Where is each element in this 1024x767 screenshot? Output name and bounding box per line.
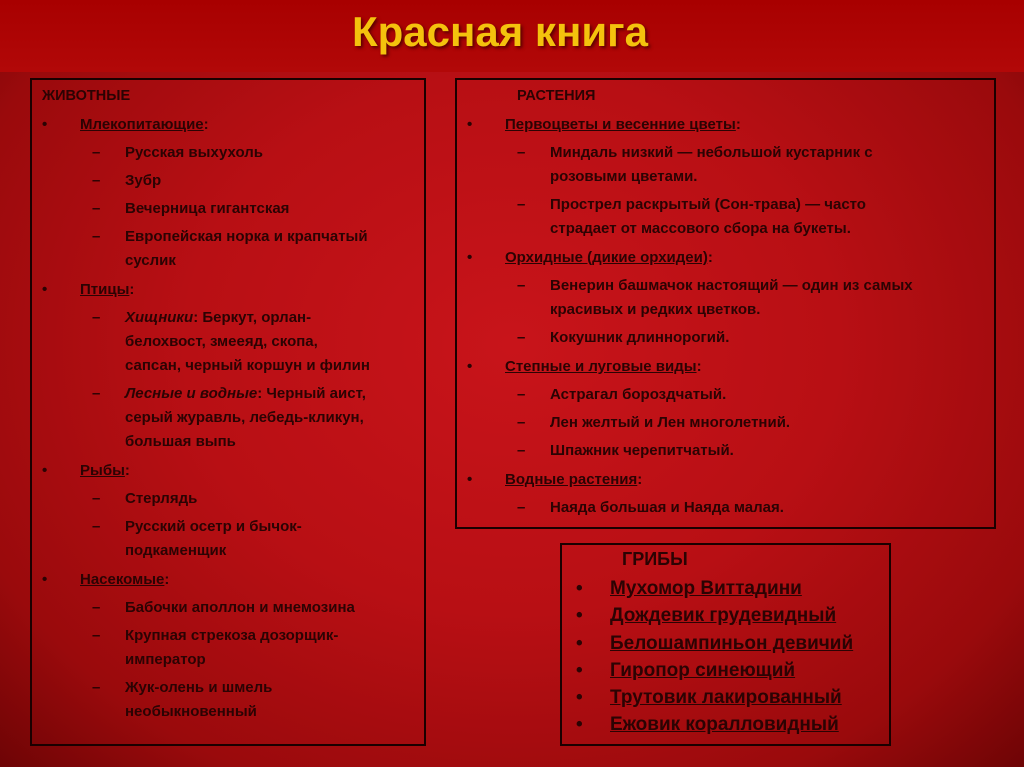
list-item: [80, 624, 412, 672]
item-text: Шпажник черепитчатый.: [550, 442, 734, 459]
fungi-item: [568, 711, 853, 738]
bullet-icon: •: [42, 116, 48, 133]
item-text: Прострел раскрытый (Сон-трава) — часто страдает от массового сбора на букеты.: [550, 196, 866, 237]
animals-list: [32, 108, 412, 724]
item-text: Бабочки аполлон и мнемозина: [125, 599, 355, 616]
fungi-label: Ежовик коралловидный: [610, 714, 839, 736]
dash-icon: –: [92, 172, 101, 189]
bullet-icon: •: [576, 605, 583, 627]
dash-icon: –: [517, 277, 526, 294]
category-colon: :: [124, 462, 130, 479]
dash-icon: –: [517, 499, 526, 516]
item-text: Жук-олень и шмель необыкновенный: [125, 679, 273, 720]
category-item: [32, 459, 412, 563]
item-text: Наяда большая и Наяда малая.: [550, 499, 784, 516]
animals-panel: [30, 78, 426, 746]
subitem-list: [80, 141, 412, 273]
list-item: [505, 411, 987, 435]
bullet-icon: •: [467, 249, 473, 266]
item-text: Кокушник длиннорогий.: [550, 329, 730, 346]
fungi-label: Белошампиньон девичий: [610, 632, 854, 654]
item-prefix: Хищники: [125, 309, 194, 326]
fungi-item: [568, 630, 853, 657]
category-label: Птицы: [80, 281, 130, 298]
category-colon: :: [637, 471, 643, 488]
category-label: Первоцветы и весенние цветы: [505, 116, 736, 133]
category-colon: :: [203, 116, 209, 133]
fungi-heading: ГРИБЫ: [622, 549, 688, 569]
subitem-list: [505, 383, 987, 463]
dash-icon: –: [92, 200, 101, 217]
item-text: Крупная стрекоза дозорщик- император: [125, 627, 339, 668]
subitem-list: [505, 141, 987, 241]
list-item: [80, 169, 412, 193]
fungi-panel: [560, 543, 891, 746]
item-text: Лен желтый и Лен многолетний.: [550, 414, 791, 431]
category-label: Млекопитающие: [80, 116, 204, 133]
dash-icon: –: [92, 518, 101, 535]
category-label: Рыбы: [80, 462, 125, 479]
item-text: : Беркут, орлан- белохвост, змееяд, скопа, сапсан, черный коршун и филин: [125, 309, 370, 374]
fungi-label: Мухомор Виттадини: [610, 578, 802, 599]
list-item: [80, 306, 412, 378]
bullet-icon: •: [467, 358, 473, 375]
category-item: [32, 568, 412, 724]
fungi-item: [568, 684, 853, 711]
dash-icon: –: [92, 679, 101, 696]
list-item: [80, 487, 412, 511]
category-colon: :: [735, 116, 741, 133]
list-item: [80, 197, 412, 221]
dash-icon: –: [92, 627, 101, 644]
category-item: [457, 113, 987, 241]
item-text: Зубр: [125, 172, 162, 189]
item-text: Русский осетр и бычок- подкаменщик: [125, 518, 302, 559]
dash-icon: –: [92, 228, 101, 245]
fungi-item: [568, 575, 853, 602]
item-text: : Черный аист, серый журавль, лебедь-кликун, большая выпь: [125, 385, 366, 450]
subitem-list: [80, 306, 412, 454]
category-item: [457, 468, 987, 520]
dash-icon: –: [92, 599, 101, 616]
list-item: [505, 326, 987, 350]
list-item: [80, 225, 412, 273]
bullet-icon: •: [467, 471, 473, 488]
category-colon: :: [696, 358, 702, 375]
item-text: Венерин башмачок настоящий — один из самых красивых и редких цветков.: [550, 277, 913, 318]
item-prefix: Лесные и водные: [125, 385, 258, 402]
list-item: [80, 515, 412, 563]
list-item: [505, 274, 987, 322]
item-text: Астрагал бороздчатый.: [550, 386, 727, 403]
item-text: Русская выхухоль: [125, 144, 264, 161]
dash-icon: –: [92, 309, 101, 326]
fungi-item: [568, 657, 853, 684]
bullet-icon: •: [42, 281, 48, 298]
bullet-icon: •: [42, 462, 48, 479]
dash-icon: –: [517, 144, 526, 161]
dash-icon: –: [517, 442, 526, 459]
category-item: [32, 278, 412, 454]
dash-icon: –: [517, 386, 526, 403]
fungi-list: [568, 575, 853, 739]
category-label: Водные растения: [505, 471, 638, 488]
list-item: [80, 596, 412, 620]
category-label: Насекомые: [80, 571, 165, 588]
category-item: [457, 355, 987, 463]
dash-icon: –: [517, 329, 526, 346]
bullet-icon: •: [576, 659, 583, 681]
list-item: [80, 141, 412, 165]
category-item: [457, 246, 987, 350]
item-text: Стерлядь: [125, 490, 198, 507]
category-colon: :: [164, 571, 170, 588]
list-item: [80, 382, 412, 454]
dash-icon: –: [517, 196, 526, 213]
subitem-list: [80, 487, 412, 563]
list-item: [505, 439, 987, 463]
dash-icon: –: [92, 490, 101, 507]
list-item: [505, 193, 987, 241]
fungi-label: Гиропор синеющий: [610, 659, 796, 681]
bullet-icon: •: [576, 714, 583, 736]
list-item: [505, 383, 987, 407]
item-text: Европейская норка и крапчатый суслик: [125, 228, 368, 269]
category-item: [32, 113, 412, 273]
fungi-label: Дождевик грудевидный: [610, 605, 837, 627]
item-text: Миндаль низкий — небольшой кустарник с розовыми цветами.: [550, 144, 873, 185]
plants-panel: [455, 78, 996, 529]
item-text: Вечерница гигантская: [125, 200, 290, 217]
slide-title: Красная книга: [352, 8, 648, 55]
plants-list: [457, 108, 987, 520]
fungi-item: [568, 602, 853, 629]
animals-heading: ЖИВОТНЫЕ: [42, 88, 131, 104]
bullet-icon: •: [576, 687, 583, 709]
dash-icon: –: [92, 385, 101, 402]
category-label: Степные и луговые виды: [505, 358, 697, 375]
subitem-list: [505, 496, 987, 520]
category-colon: :: [129, 281, 135, 298]
list-item: [505, 141, 987, 189]
subitem-list: [505, 274, 987, 350]
category-colon: :: [707, 249, 713, 266]
bullet-icon: •: [467, 116, 473, 133]
bullet-icon: •: [42, 571, 48, 588]
plants-heading: РАСТЕНИЯ: [517, 88, 596, 104]
dash-icon: –: [517, 414, 526, 431]
list-item: [80, 676, 412, 724]
dash-icon: –: [92, 144, 101, 161]
bullet-icon: •: [576, 632, 583, 654]
subitem-list: [80, 596, 412, 724]
list-item: [505, 496, 987, 520]
fungi-label: Трутовик лакированный: [610, 687, 842, 709]
bullet-icon: •: [576, 578, 583, 599]
category-label: Орхидные (дикие орхидеи): [505, 249, 708, 266]
